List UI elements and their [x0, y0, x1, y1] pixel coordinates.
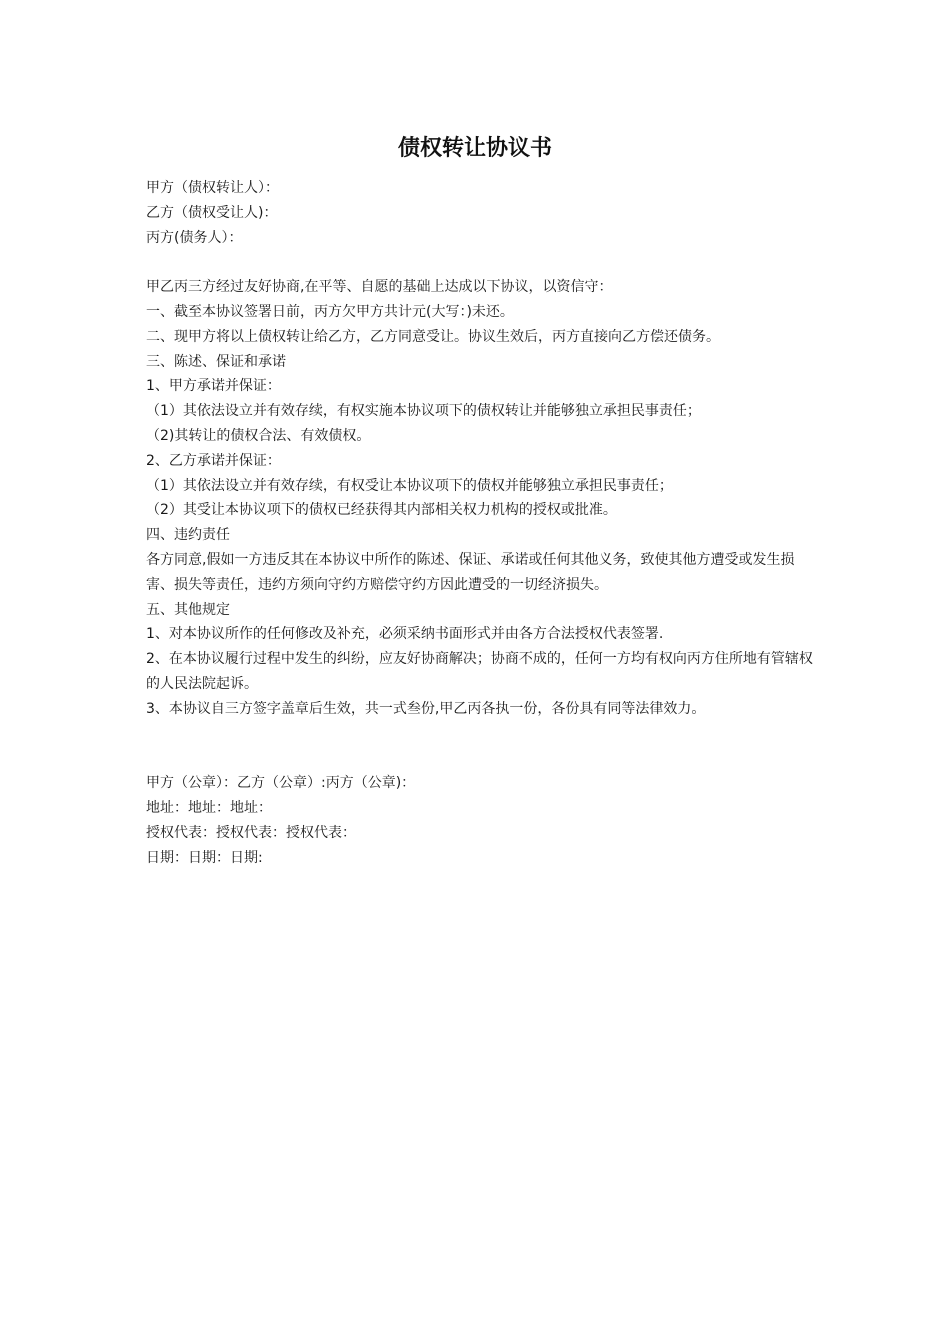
clause-3-1-a: （1）其依法设立并有效存续，有权实施本协议项下的债权转让并能够独立承担民事责任； [146, 403, 701, 420]
preamble: 甲乙丙三方经过友好协商,在平等、自愿的基础上达成以下协议，以资信守： [146, 279, 613, 296]
party-b-line: 乙方（债权受让人)： [146, 204, 278, 221]
clause-5-1: 1、对本协议所作的任何修改及补充，必须采纳书面形式并由各方合法授权代表签署. [146, 626, 664, 643]
clause-5-2: 2、在本协议履行过程中发生的纠纷，应友好协商解决；协商不成的，任何一方均有权向丙方住所地有管辖权的人民法院起诉。 [146, 651, 813, 692]
clause-3-2-a: （1）其依法设立并有效存续，有权受让本协议项下的债权并能够独立承担民事责任； [146, 477, 673, 494]
clause-4-heading: 四、违约责任 [146, 527, 230, 544]
signature-date: 日期：日期：日期: [146, 849, 263, 866]
signature-representative: 授权代表：授权代表：授权代表： [146, 824, 356, 841]
clause-3-2-heading: 2、乙方承诺并保证： [146, 452, 281, 469]
clause-2: 二、现甲方将以上债权转让给乙方，乙方同意受让。协议生效后，丙方直接向乙方偿还债务。 [146, 328, 720, 345]
clause-3-1-heading: 1、甲方承诺并保证： [146, 378, 281, 395]
document-title: 债权转让协议书 [397, 136, 552, 161]
clause-1: 一、截至本协议签署日前，丙方欠甲方共计元(大写：)未还。 [146, 303, 514, 320]
clause-5-heading: 五、其他规定 [146, 601, 230, 618]
signature-address: 地址：地址：地址： [146, 799, 272, 816]
document-body [146, 176, 816, 870]
clause-3-1-b: （2)其转让的债权合法、有效债权。 [146, 427, 371, 444]
clause-3-heading: 三、陈述、保证和承诺 [146, 353, 286, 370]
signature-seals: 甲方（公章）：乙方（公章）:丙方（公章)： [146, 775, 416, 792]
clause-4-text: 各方同意,假如一方违反其在本协议中所作的陈述、保证、承诺或任何其他义务，致使其他方遭受或发生损害、损失等责任，违约方须向守约方赔偿守约方因此遭受的一切经济损失。 [146, 551, 795, 593]
spacer [146, 250, 816, 275]
clause-3-2-b: （2）其受让本协议项下的债权已经获得其内部相关权力机构的授权或批准。 [146, 502, 617, 519]
party-c-line: 丙方(债务人）： [146, 229, 243, 246]
clause-5-3: 3、本协议自三方签字盖章后生效，共一式叁份,甲乙丙各执一份，各份具有同等法律效力。 [146, 700, 706, 717]
party-a-line: 甲方（债权转让人）： [146, 180, 279, 196]
spacer [146, 722, 816, 772]
